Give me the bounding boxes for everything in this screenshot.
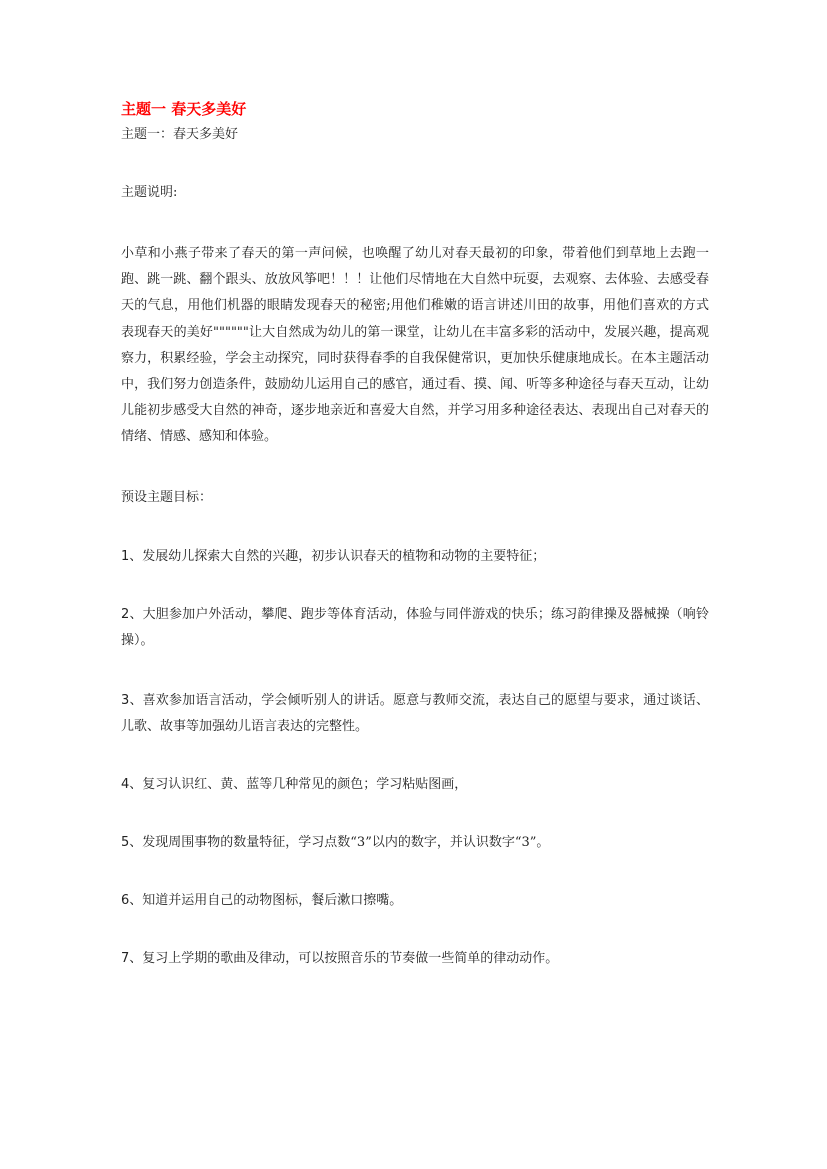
document-title: 主题一 春天多美好 [121, 100, 247, 118]
goal-item [121, 602, 709, 654]
goal-text: 、喜欢参加语言活动，学会倾听别人的讲话。愿意与教师交流，表达自己的愿望与要求，通过谈话、儿歌、故事等加强幼儿语言表达的完整性。 [121, 692, 709, 734]
goal-text: 、复习上学期的歌曲及律动，可以按照音乐的节奏做一些简单的律动动作。 [129, 950, 559, 966]
goal-number: 2 [121, 606, 130, 622]
goal-number: 5 [121, 834, 130, 850]
goals-label: 预设主题目标： [121, 489, 213, 505]
goal-text: 、大胆参加户外活动，攀爬、跑步等体育活动，体验与同伴游戏的快乐；练习韵律操及器械操（响铃操）。 [121, 606, 709, 648]
goal-item [121, 688, 709, 740]
document-subtitle: 主题一：春天多美好 [121, 127, 239, 142]
goal-text: 、知道并运用自己的动物图标，餐后漱口擦嘴。 [129, 892, 403, 908]
goal-number: 6 [121, 892, 130, 908]
description-label: 主题说明: [121, 185, 178, 200]
goal-text: 、发现周围事物的数量特征，学习点数“3”以内的数字，并认识数字“3”。 [129, 834, 550, 850]
goal-text: 、复习认识红、黄、蓝等几种常见的颜色；学习粘贴图画， [129, 776, 468, 792]
goal-item [121, 544, 709, 570]
document-page [121, 98, 709, 972]
goal-item [121, 772, 709, 798]
goal-number: 3 [121, 692, 130, 708]
goal-item [121, 946, 709, 972]
intro-paragraph: 小草和小燕子带来了春天的第一声问候，也唤醒了幼儿对春天最初的印象，带着他们到草地上去跑一跑、跳一跳、翻个跟头、放放风筝吧！！！让他们尽情地在大自然中玩耍，去观察、去体验、去感受春天的气息，用他们机器的眼睛发现春天的秘密;用他们稚嫩的语言讲述川田的故事，用他们喜欢的方式表现春天的美好""""""让大自然成为幼儿的第一课堂，让幼儿在丰富多彩的活动中，发展兴趣，提高观察力，积累经验，学会主动探究，同时获得春季的自我保健常识，更加快乐健康地成长。在本主题活动中，我们努力创造条件，鼓励幼儿运用自己的感官，通过看、摸、闻、听等多种途径与春天互动，让幼儿能初步感受大自然的神奇，逐步地亲近和喜爱大自然，并学习用多种途径表达、表现出自己对春天的情绪、情感、感知和体验。 [121, 246, 709, 445]
goal-item [121, 888, 709, 914]
goal-text: 、发展幼儿探索大自然的兴趣，初步认识春天的植物和动物的主要特征； [129, 548, 546, 564]
goal-number: 1 [121, 548, 130, 564]
goal-number: 7 [121, 950, 130, 966]
goal-number: 4 [121, 776, 130, 792]
goal-item [121, 830, 709, 856]
